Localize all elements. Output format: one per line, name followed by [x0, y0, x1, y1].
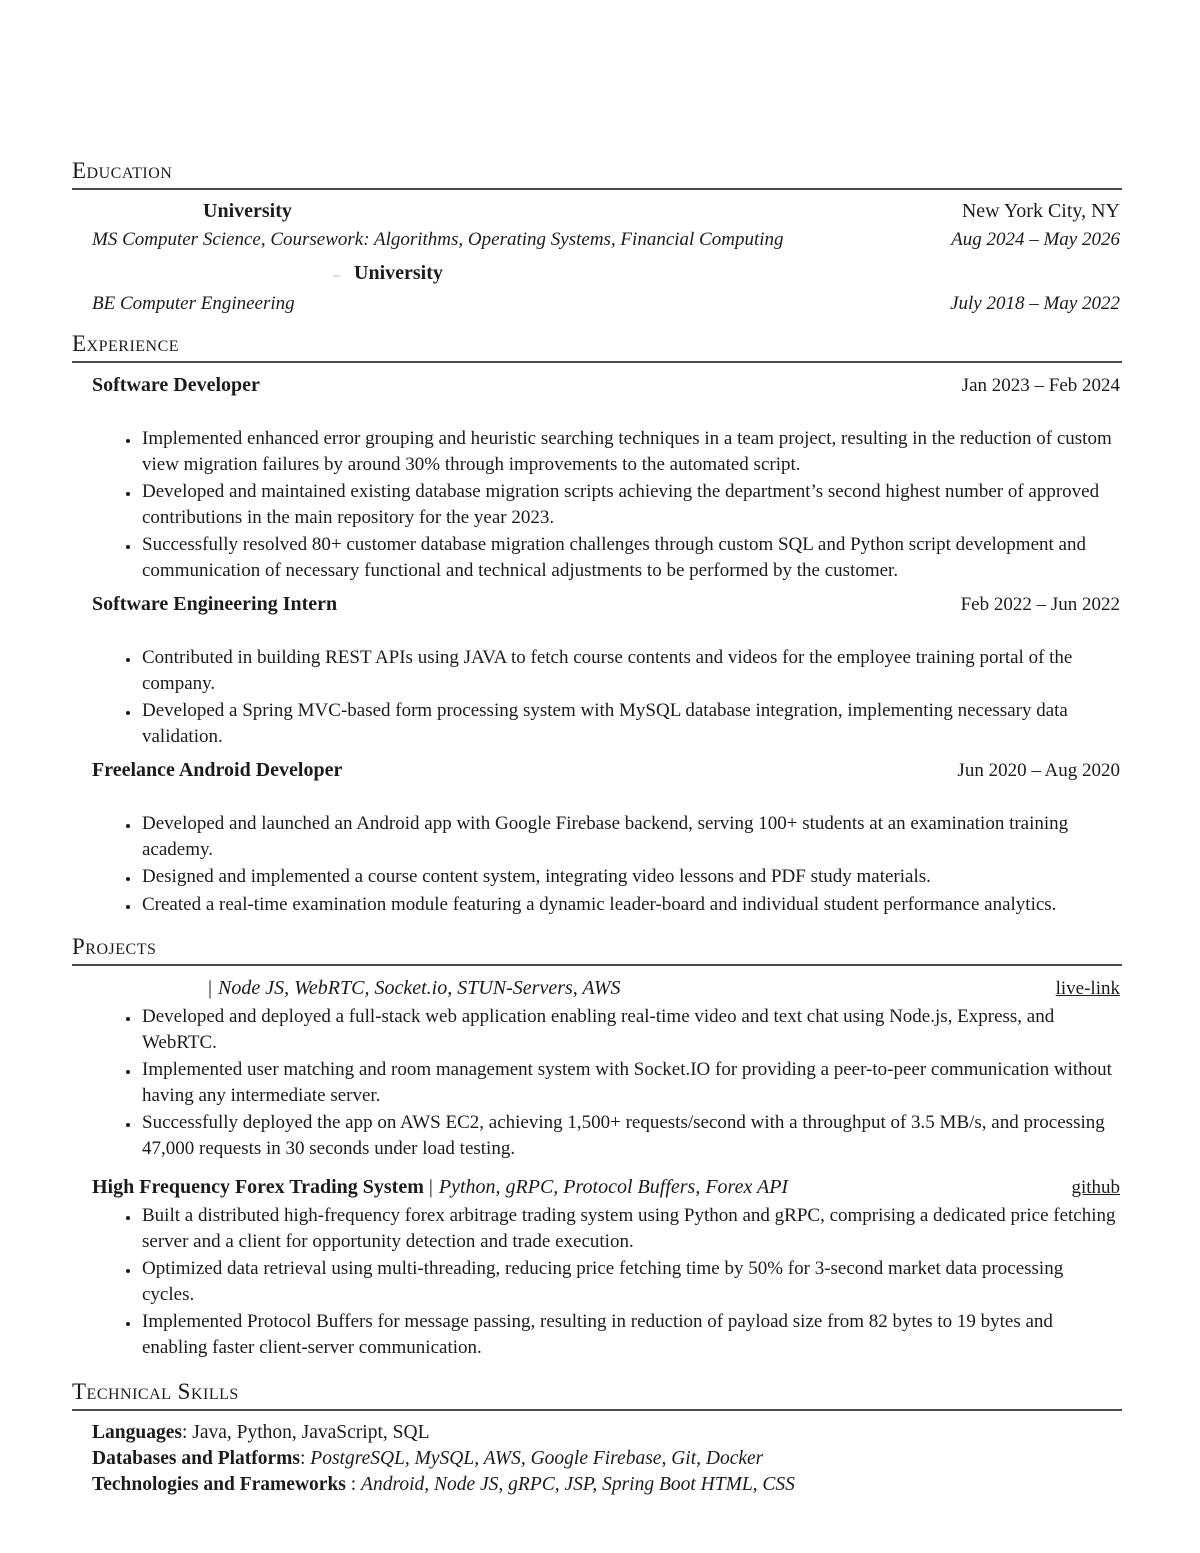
experience-entry [92, 757, 1120, 917]
job-dates: Jan 2023 – Feb 2024 [961, 375, 1120, 396]
job-title: Software Engineering Intern [92, 593, 338, 615]
skills-section-title: Technical Skills [72, 1379, 1122, 1411]
project-bullet-list [92, 1004, 1120, 1161]
pipe-separator: | [208, 977, 213, 999]
job-title: Software Developer [92, 374, 260, 396]
education-entry [92, 261, 1120, 316]
institution-name: University [203, 200, 292, 222]
bullet-item: • Contributed in building REST APIs using JAVA to fetch course contents and videos for the employee training portal of the company. [140, 645, 1120, 696]
education-entry [92, 199, 1120, 252]
bullet-item: • Created a real-time examination module featuring a dynamic leader-board and individual student performance analytics. [140, 892, 1120, 918]
bullet-item: • Built a distributed high-frequency forex arbitrage trading system using Python and gRPC, comprising a dedicated price fetching server and a client for opportunity detection and trade execution. [140, 1203, 1120, 1254]
bullet-item: • Implemented enhanced error grouping and heuristic searching techniques in a team project, resulting in the reduction of custom view migration failures by around 30% through improvements to the automated script. [140, 426, 1120, 477]
section-experience [72, 331, 1122, 917]
skill-label: Languages [92, 1422, 182, 1443]
education-section-title: Education [72, 158, 1122, 190]
project-bullet-list [92, 1203, 1120, 1360]
project-github-link[interactable]: github [1071, 1177, 1120, 1198]
pipe-separator: | [428, 1176, 433, 1198]
bullet-item: • Successfully resolved 80+ customer database migration challenges through custom SQL and Python script development and communication of necessary functional and technical adjustments to be performed by the customer. [140, 532, 1120, 583]
project-title [92, 975, 621, 1001]
skill-values: Java, Python, JavaScript, SQL [192, 1422, 430, 1443]
project-stack: | Node JS, WebRTC, Socket.io, STUN-Servers, AWS [208, 977, 621, 999]
job-bullet-list [92, 645, 1120, 749]
institution-location: New York City, NY [961, 200, 1120, 222]
bullet-item: • Implemented Protocol Buffers for message passing, resulting in reduction of payload size from 82 bytes to 19 bytes and enabling faster client-server communication. [140, 1309, 1120, 1360]
job-bullet-list [92, 426, 1120, 583]
education-dates: July 2018 – May 2022 [950, 293, 1120, 314]
experience-entry [92, 591, 1120, 749]
bullet-item: • Developed a Spring MVC-based form processing system with MySQL database integration, implementing necessary data validation. [140, 698, 1120, 749]
education-dates: Aug 2024 – May 2026 [951, 229, 1120, 250]
project-live-link[interactable]: live-link [1055, 978, 1120, 999]
project-stack: | Python, gRPC, Protocol Buffers, Forex API [428, 1176, 789, 1198]
institution-name: – University [333, 262, 443, 284]
section-education [72, 158, 1122, 316]
job-dates: Feb 2022 – Jun 2022 [960, 594, 1120, 615]
bullet-item: • Developed and maintained existing database migration scripts achieving the department’s second highest number of approved contributions in the main repository for the year 2023. [140, 479, 1120, 530]
section-projects [72, 934, 1122, 1360]
job-title: Freelance Android Developer [92, 759, 343, 781]
bullet-item: • Developed and launched an Android app with Google Firebase backend, serving 100+ students at an examination training academy. [140, 811, 1120, 862]
skill-row-languages [92, 1420, 1120, 1446]
skill-separator: : [181, 1422, 193, 1443]
project-entry [92, 1174, 1120, 1360]
project-entry [92, 975, 1120, 1161]
bullet-item: • Designed and implemented a course content system, integrating video lessons and PDF study materials. [140, 864, 1120, 890]
bullet-item: • Optimized data retrieval using multi-threading, reducing price fetching time by 50% for 3-second market data processing cycles. [140, 1256, 1120, 1307]
project-title [92, 1174, 788, 1200]
skill-row-technologies-frameworks [92, 1472, 1120, 1498]
job-bullet-list [92, 811, 1120, 917]
bullet-item: • Implemented user matching and room management system with Socket.IO for providing a peer-to-peer communication without having any intermediate server. [140, 1057, 1120, 1108]
skill-values: PostgreSQL, MySQL, AWS, Google Firebase, Git, Docker [310, 1448, 764, 1469]
skill-label: Databases and Platforms [92, 1448, 300, 1469]
degree-text: MS Computer Science, Coursework: Algorithms, Operating Systems, Financial Computing [92, 229, 784, 250]
skill-label: Technologies and Frameworks [92, 1474, 346, 1495]
skill-values: Android, Node JS, gRPC, JSP, Spring Boot HTML, CSS [361, 1474, 795, 1495]
degree-text: BE Computer Engineering [92, 293, 295, 314]
skill-separator: : [345, 1474, 362, 1495]
skill-separator: : [300, 1448, 311, 1469]
projects-section-title: Projects [72, 934, 1122, 966]
section-technical-skills [72, 1379, 1122, 1498]
redaction-artifact: – [333, 268, 340, 283]
experience-entry [92, 372, 1120, 583]
bullet-item: • Successfully deployed the app on AWS EC2, achieving 1,500+ requests/second with a throughput of 3.5 MB/s, and processing 47,000 requests in 30 seconds under load testing. [140, 1110, 1120, 1161]
job-dates: Jun 2020 – Aug 2020 [957, 760, 1120, 781]
experience-section-title: Experience [72, 331, 1122, 363]
project-name: High Frequency Forex Trading System [92, 1176, 424, 1198]
bullet-item: • Developed and deployed a full-stack web application enabling real-time video and text chat using Node.js, Express, and WebRTC. [140, 1004, 1120, 1055]
skill-row-databases-platforms [92, 1446, 1120, 1472]
